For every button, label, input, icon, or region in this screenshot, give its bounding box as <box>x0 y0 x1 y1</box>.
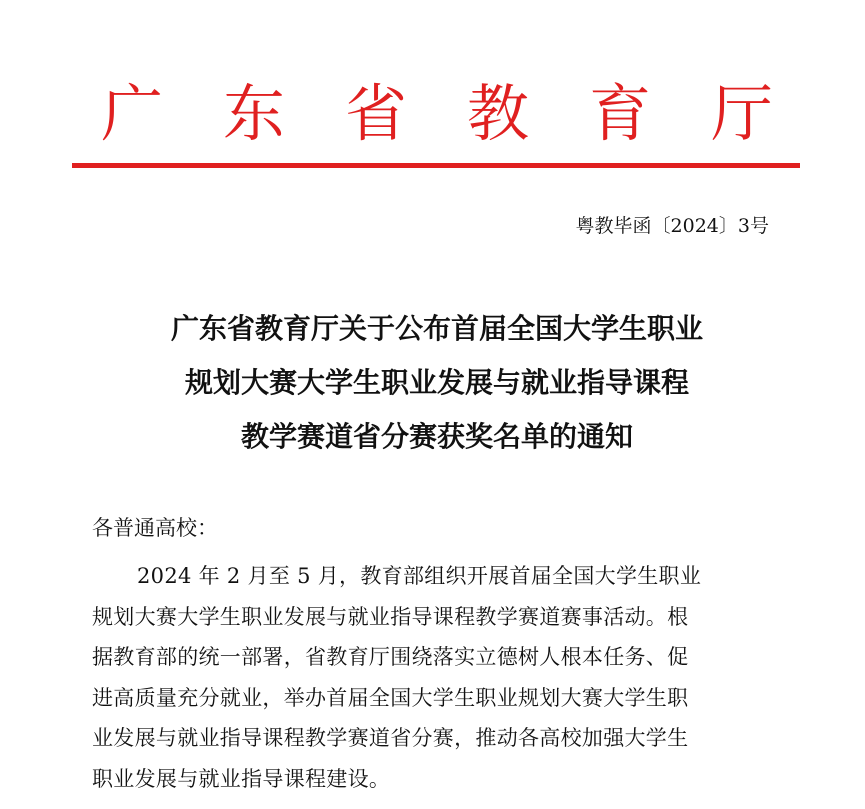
header-char: 广 <box>100 77 163 150</box>
issuing-authority-header <box>92 78 782 150</box>
body-line: 规划大赛大学生职业发展与就业指导课程教学赛道赛事活动。根 <box>92 604 689 629</box>
header-char: 育 <box>588 77 651 150</box>
header-char: 东 <box>222 77 285 150</box>
header-char: 教 <box>466 77 529 150</box>
salutation: 各普通高校： <box>92 516 218 540</box>
title-line: 教学赛道省分赛获奖名单的通知 <box>240 420 633 453</box>
notice-title <box>92 302 782 464</box>
header-divider <box>72 163 800 168</box>
body-line: 职业发展与就业指导课程建设。 <box>92 766 391 791</box>
body-line: 据教育部的统一部署，省教育厅围绕落实立德树人根本任务、促 <box>92 645 689 669</box>
title-line: 广东省教育厅关于公布首届全国大学生职业 <box>170 312 703 345</box>
header-char: 厅 <box>710 77 773 150</box>
document-number: 粤教毕函〔2024〕3号 <box>575 215 769 237</box>
body-paragraph <box>92 556 782 799</box>
title-line: 规划大赛大学生职业发展与就业指导课程 <box>184 366 689 399</box>
header-char: 省 <box>344 77 407 150</box>
body-line: 业发展与就业指导课程教学赛道省分赛，推动各高校加强大学生 <box>92 726 689 750</box>
body-line: 进高质量充分就业，举办首届全国大学生职业规划大赛大学生职 <box>92 685 689 710</box>
body-line: 2024 年 2 月至 5 月，教育部组织开展首届全国大学生职业 <box>137 564 702 588</box>
